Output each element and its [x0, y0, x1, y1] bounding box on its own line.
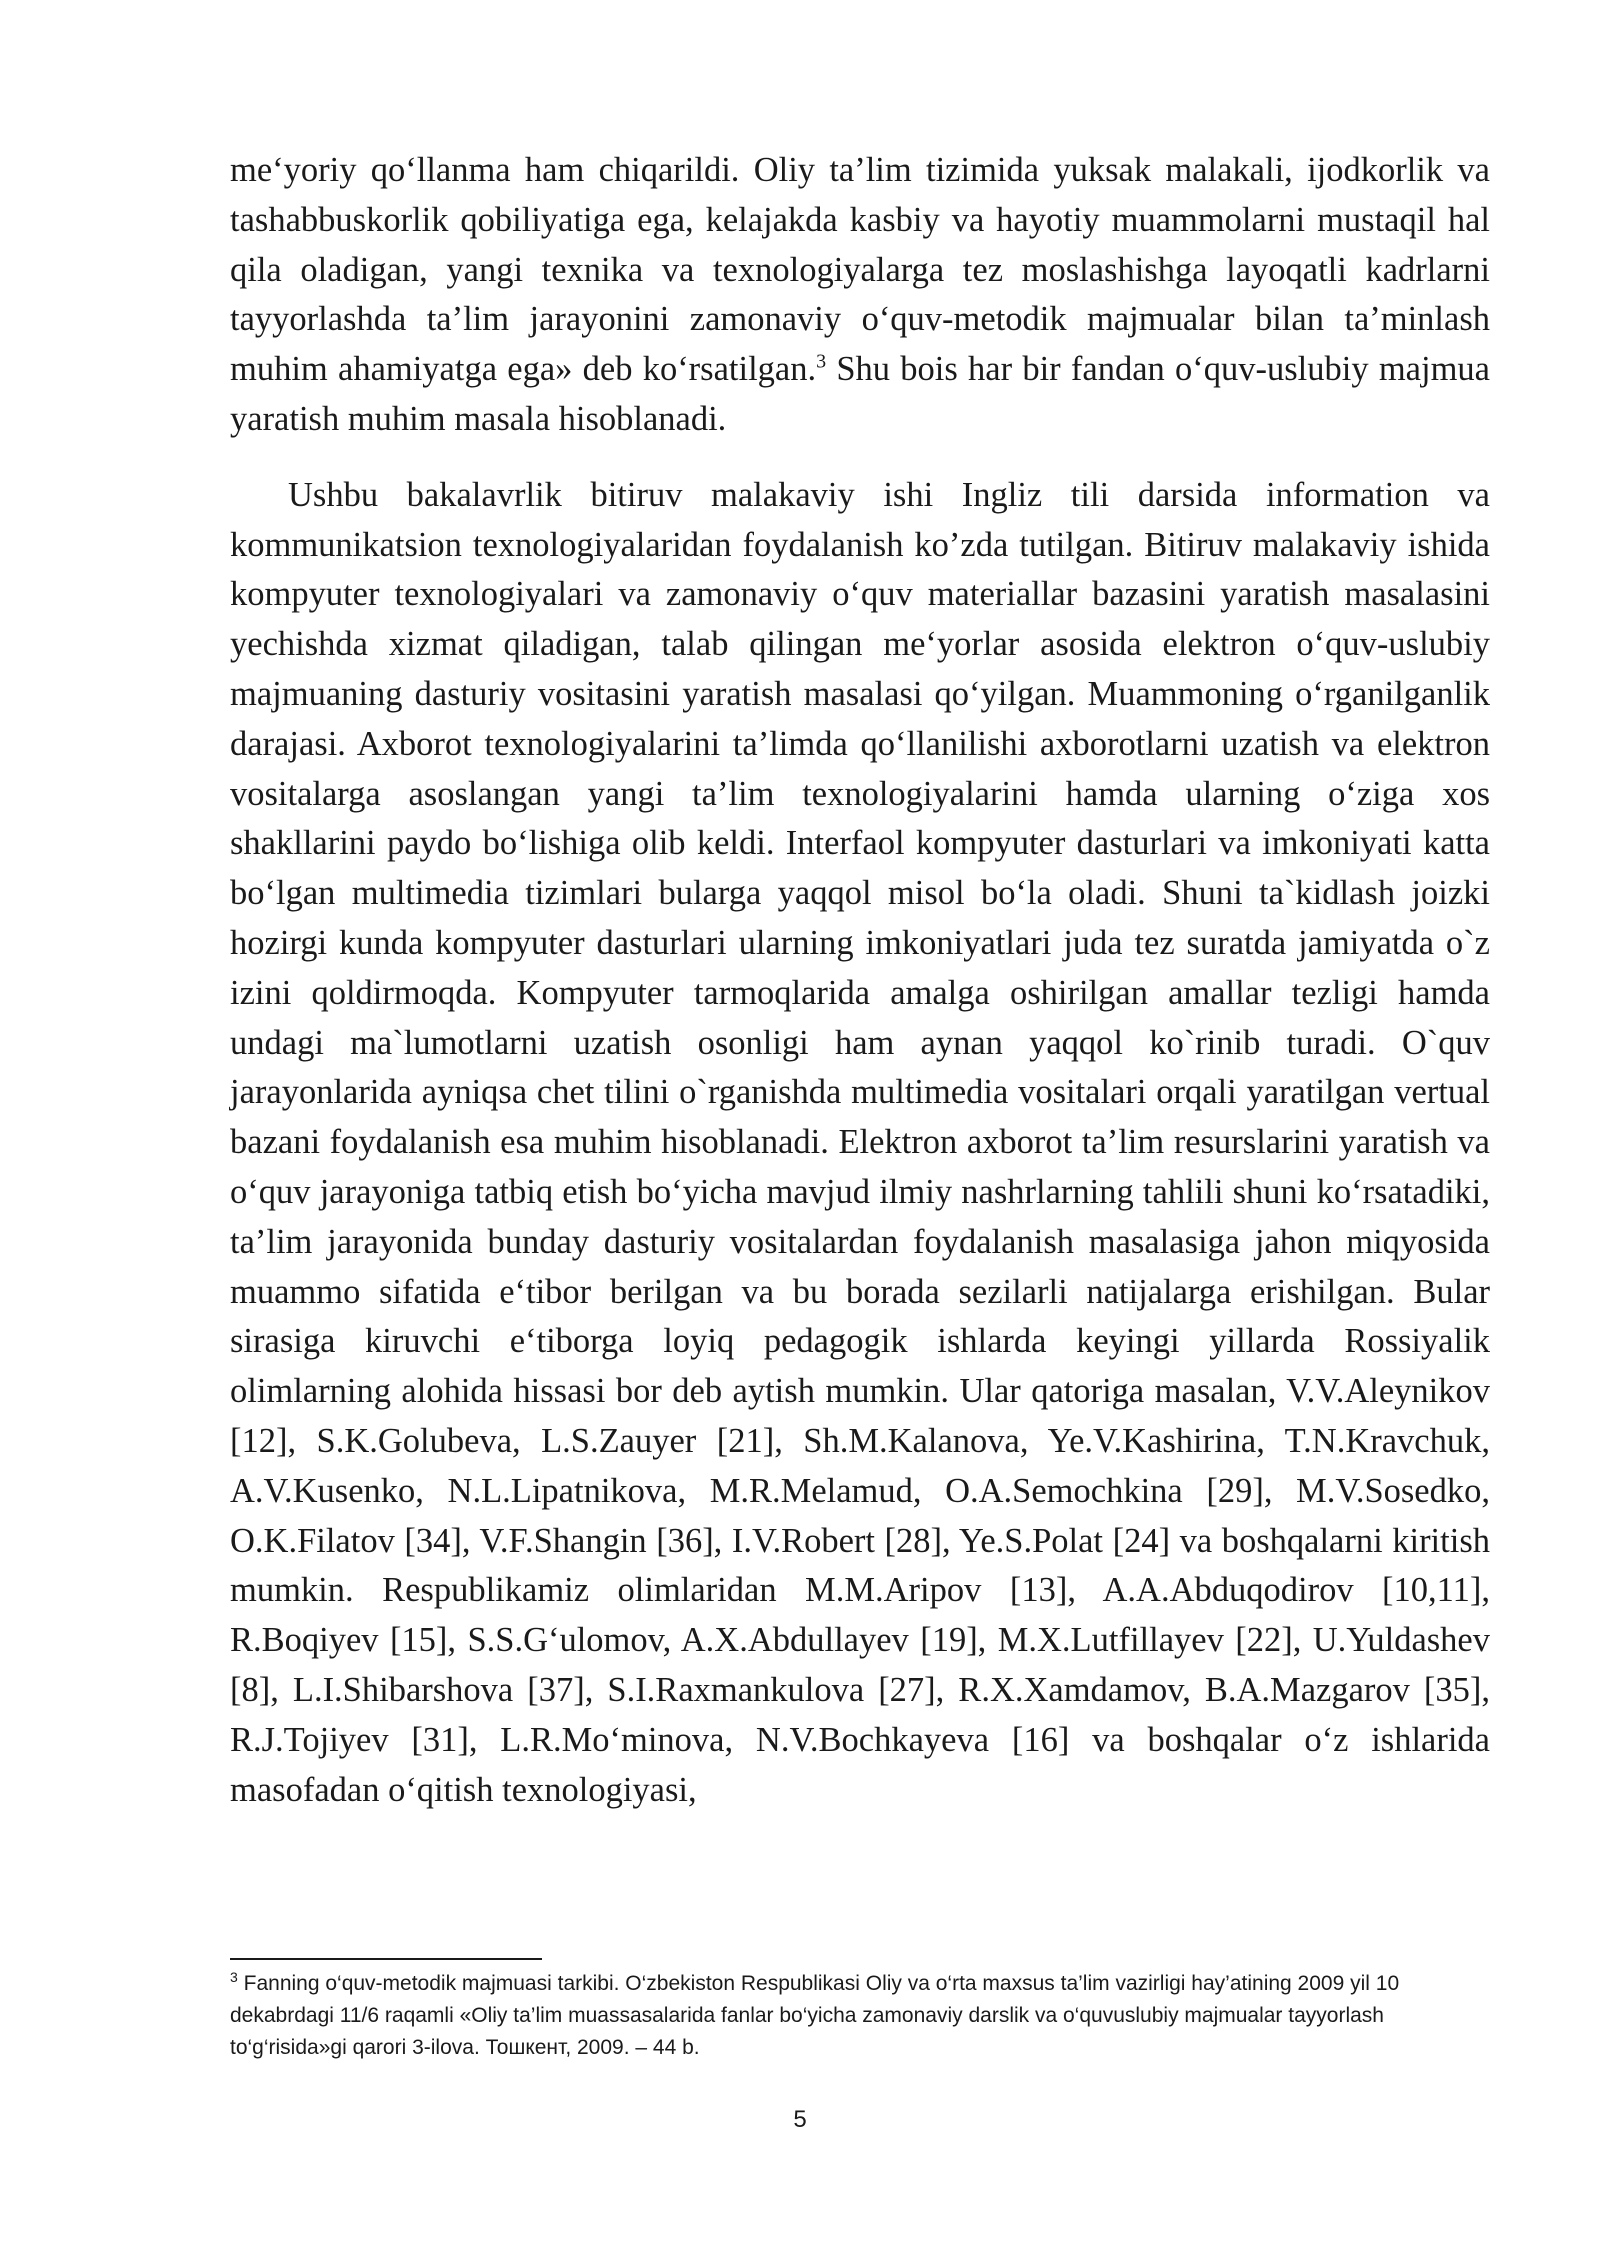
footnote-mark: 3: [230, 1969, 238, 1985]
paragraph-1-text: me‘yoriy qo‘llanma ham chiqarildi. Oliy ta’lim tizimida yuksak malakali, ijodkorlik va tashabbuskorlik qobiliyatiga ega, kelajakda kasbiy va hayotiy muammolarni mustaqil hal qila oladigan, yangi texnika va texnologiyalarga tez moslashishga layoqatli kadrlarni tayyorlashda ta’lim jarayonini zamonaviy o‘quv-metodik majmualar bilan ta’minlash muhim ahamiyatga ega» deb ko‘rsatilgan.: [230, 151, 1490, 389]
page-number: 5: [793, 2106, 807, 2133]
footnote-text: Fanning o‘quv-metodik majmuasi tarkibi. O‘zbekiston Respublikasi Oliy va o‘rta maxsus ta’lim vazirligi hay’atining 2009 yil 10 dekabrdagi 11/6 raqamli «Oliy ta’lim muassasalarida fanlar bo‘yicha zamonaviy darslik va o‘quvuslubiy majmualar tayyorlash to‘g‘risida»gi qarori 3-ilova. Тошкент, 2009. – 44 b.: [230, 1972, 1400, 2059]
paragraph-2: Ushbu bakalavrlik bitiruv malakaviy ishi Ingliz tili darsida information va kommunikatsion texnologiyalaridan foydalanish ko’zda tutilgan. Bitiruv malakaviy ishida kompyuter texnologiyalari va zamonaviy o‘quv materiallar bazasini yaratish masalasini yechishda xizmat qiladigan, talab qilingan me‘yorlar asosida elektron o‘quv-uslubiy majmuaning dasturiy vositasini yaratish masalasi qo‘yilgan. Muammoning o‘rganilganlik darajasi. Axborot texnologiyalarini ta’limda qo‘llanilishi axborotlarni uzatish va elektron vositalarga asoslangan yangi ta’lim texnologiyalarini hamda ularning o‘ziga xos shakllarini paydo bo‘lishiga olib keldi. Interfaol kompyuter dasturlari va imkoniyati katta bo‘lgan multimedia tizimlari bularga yaqqol misol bo‘la oladi. Shuni ta`kidlash joizki hozirgi kunda kompyuter dasturlari ularning imkoniyatlari juda tez suratda jamiyatda o`z izini qoldirmoqda. Kompyuter tarmoqlarida amalga oshirilgan amallar tezligi hamda undagi ma`lumotlarni uzatish osonligi ham aynan yaqqol ko`rinib turadi. O`quv jarayonlarida ayniqsa chet tilini o`rganishda multimedia vositalari orqali yaratilgan vertual bazani foydalanish esa muhim hisoblanadi. Elektron axborot ta’lim resurslarini yaratish va o‘quv jarayoniga tatbiq etish bo‘yicha mavjud ilmiy nashrlarning tahlili shuni ko‘rsatadiki, ta’lim jarayonida bunday dasturiy vositalardan foydalanish masalasiga jahon miqyosida muammo sifatida e‘tibor berilgan va bu borada sezilarli natijalarga erishilgan. Bular sirasiga kiruvchi e‘tiborga loyiq pedagogik ishlarda keyingi yillarda Rossiyalik olimlarning alohida hissasi bor deb aytish mumkin. Ular qatoriga masalan, V.V.Aleynikov [12], S.K.Golubeva, L.S.Zauyer [21], Sh.M.Kalanova, Ye.V.Kashirina, T.N.Kravchuk, A.V.Kusenko, N.L.Lipatnikova, M.R.Melamud, O.A.Semochkina [29], M.V.Sosedko, O.K.Filatov [34], V.F.Shangin [36], I.V.Robert [28], Ye.S.Polat [24] va boshqalarni kiritish mumkin. Respublikamiz olimlaridan M.M.Aripov [13], A.A.Abduqodirov [10,11], R.Boqiyev [15], S.S.G‘ulomov, A.X.Abdullayev [19], M.X.Lutfillayev [22], U.Yuldashev [8], L.I.Shibarshova [37], S.I.Raxmankulova [27], R.X.Xamdamov, B.A.Mazgarov [35], R.J.Tojiyev [31], L.R.Mo‘minova, N.V.Bochkayeva [16] va boshqalar o‘z ishlarida masofadan o‘qitish texnologiyasi,: [230, 475, 1490, 1809]
footnote-separator: [230, 1958, 542, 1960]
body-text: [230, 146, 1490, 1815]
paragraph-continuation: [230, 146, 1490, 445]
paragraph-1-text-after-ref: Shu bois har bir fandan o‘quv-uslubiy majmua yaratish muhim masala hisoblanadi.: [230, 350, 1490, 438]
footnote-reference-mark[interactable]: 3: [816, 350, 827, 373]
footnote: [230, 1968, 1490, 2064]
